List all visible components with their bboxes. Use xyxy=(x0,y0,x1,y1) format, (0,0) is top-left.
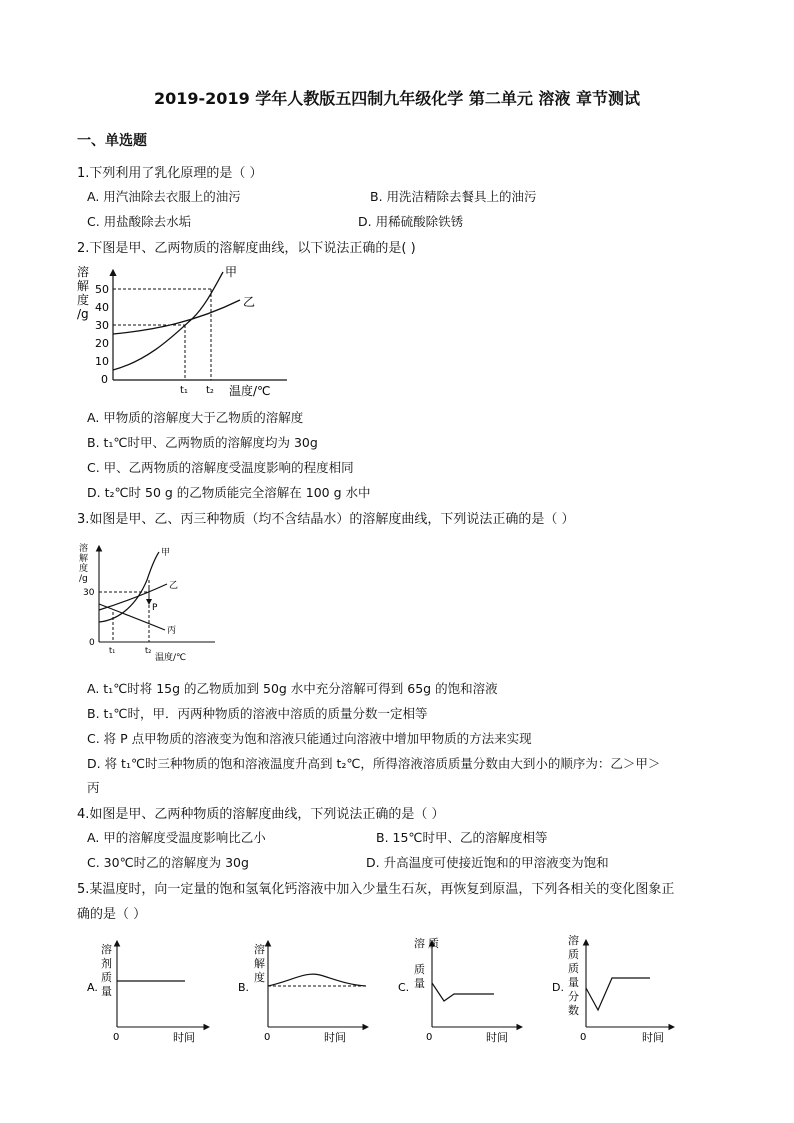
q1-option-d[interactable]: D. 用稀硫酸除铁锈 xyxy=(358,214,464,229)
ylabel-4: 量 xyxy=(414,977,425,990)
ylabel-6: 数 xyxy=(568,1004,579,1017)
ylabel-3: 度 xyxy=(77,293,90,307)
q3-solubility-graph xyxy=(75,540,225,665)
ylabel-5: 分 xyxy=(568,990,579,1003)
curve-label-bing: 丙 xyxy=(167,626,177,636)
xtick-t2: t₂ xyxy=(145,646,152,655)
ylabel-2: 解 xyxy=(79,554,89,564)
origin-label: 0 xyxy=(113,1032,120,1043)
curve-yi xyxy=(113,300,240,334)
xlabel: 时间 xyxy=(642,1031,664,1044)
ylabel-3: 质 xyxy=(414,963,425,976)
ylabel-2: 质 xyxy=(428,937,439,950)
q5-graph-c[interactable] xyxy=(396,935,526,1050)
ylabel-3: 度 xyxy=(254,971,265,984)
q4-option-b[interactable]: B. 15℃时甲、乙的溶解度相等 xyxy=(376,830,548,845)
xtick-t1: t₁ xyxy=(109,646,116,655)
q4-option-a[interactable]: A. 甲的溶解度受温度影响比乙小 xyxy=(87,830,266,845)
ytick-10: 10 xyxy=(95,355,109,368)
ylabel-2: 质 xyxy=(568,948,579,961)
q4-option-c[interactable]: C. 30℃时乙的溶解度为 30g xyxy=(87,855,249,870)
q5-graph-b[interactable] xyxy=(236,935,376,1050)
point-p-label: P xyxy=(152,603,158,613)
ytick-40: 40 xyxy=(95,301,109,314)
q3-option-a[interactable]: A. t₁℃时将 15g 的乙物质加到 50g 水中充分溶解可得到 65g 的饱和溶液 xyxy=(87,681,498,696)
ylabel-1: 溶 xyxy=(568,934,579,947)
ylabel-1: 溶 xyxy=(79,544,89,554)
q2-option-b[interactable]: B. t₁℃时甲、乙两物质的溶解度均为 30g xyxy=(87,435,318,450)
q1-stem: 1.下列利用了乳化原理的是（ ） xyxy=(77,166,263,181)
q1-option-b[interactable]: B. 用洗洁精除去餐具上的油污 xyxy=(370,189,537,204)
ylabel-4: 量 xyxy=(568,976,579,989)
xlabel: 温度/℃ xyxy=(155,653,187,663)
xlabel: 时间 xyxy=(486,1031,508,1044)
q5-stem: 5.某温度时，向一定量的饱和氢氧化钙溶液中加入少量生石灰，再恢复到原温，下列各相关的变化图象正 xyxy=(77,882,675,897)
ylabel-1: 溶 xyxy=(414,937,425,950)
page-title: 2019-2019 学年人教版五四制九年级化学 第二单元 溶液 章节测试 xyxy=(154,89,640,108)
xlabel: 温度/℃ xyxy=(229,384,271,398)
q2-option-d[interactable]: D. t₂℃时 50 g 的乙物质能完全溶解在 100 g 水中 xyxy=(87,485,371,500)
origin-label: 0 xyxy=(580,1032,587,1043)
q3-option-d-continued: 丙 xyxy=(87,780,100,795)
graph-line xyxy=(268,974,366,986)
q1-option-a[interactable]: A. 用汽油除去衣服上的油污 xyxy=(87,189,241,204)
graph-line xyxy=(586,978,650,1010)
xtick-t1: t₁ xyxy=(180,385,188,396)
ylabel-4: /g xyxy=(77,307,89,321)
ytick-20: 20 xyxy=(95,337,109,350)
graph-line xyxy=(432,983,494,1001)
q1-option-c[interactable]: C. 用盐酸除去水垢 xyxy=(87,214,192,229)
curve-jia xyxy=(113,272,223,370)
ylabel-3: 度 xyxy=(79,564,89,574)
ylabel-4: 量 xyxy=(101,985,112,998)
curve-jia xyxy=(99,552,159,622)
option-letter: D. xyxy=(552,981,564,994)
ylabel-1: 溶 xyxy=(77,265,90,279)
q2-option-c[interactable]: C. 甲、乙两物质的溶解度受温度影响的程度相同 xyxy=(87,460,354,475)
ytick-30: 30 xyxy=(95,319,109,332)
xtick-t2: t₂ xyxy=(206,385,214,396)
curve-label-jia: 甲 xyxy=(161,548,171,558)
ylabel-1: 溶 xyxy=(254,943,265,956)
option-letter: B. xyxy=(238,981,250,994)
curve-label-jia: 甲 xyxy=(225,265,238,279)
q5-graph-a[interactable] xyxy=(85,935,215,1050)
q3-stem: 3.如图是甲、乙、丙三种物质（均不含结晶水）的溶解度曲线，下列说法正确的是（ ） xyxy=(77,512,575,527)
ylabel-3: 质 xyxy=(101,971,112,984)
q5-stem-continued: 确的是（ ） xyxy=(77,907,147,922)
ylabel-1: 溶 xyxy=(101,943,112,956)
curve-label-yi: 乙 xyxy=(243,295,256,309)
section-heading: 一、单选题 xyxy=(77,133,147,149)
q2-solubility-graph xyxy=(75,262,295,402)
option-letter: C. xyxy=(398,981,410,994)
origin-label: 0 xyxy=(426,1032,433,1043)
q4-stem: 4.如图是甲、乙两种物质的溶解度曲线，下列说法正确的是（ ） xyxy=(77,807,445,822)
ytick-50: 50 xyxy=(95,283,109,296)
q3-option-d[interactable]: D. 将 t₁℃时三种物质的饱和溶液温度升高到 t₂℃，所得溶液溶质质量分数由大到小的顺序为：乙＞甲＞ xyxy=(87,756,661,771)
ytick-0: 0 xyxy=(101,373,108,386)
ylabel-2: 解 xyxy=(77,279,90,293)
q3-option-c[interactable]: C. 将 P 点甲物质的溶液变为饱和溶液只能通过向溶液中增加甲物质的方法来实现 xyxy=(87,731,532,746)
origin-label: 0 xyxy=(264,1032,271,1043)
option-letter: A. xyxy=(87,981,98,994)
q5-graph-d[interactable] xyxy=(550,930,680,1050)
q2-stem: 2.下图是甲、乙两物质的溶解度曲线，以下说法正确的是( ) xyxy=(77,241,416,256)
curve-label-yi: 乙 xyxy=(169,581,179,591)
ylabel-2: 解 xyxy=(254,957,265,970)
ylabel-3: 质 xyxy=(568,962,579,975)
ytick-0: 0 xyxy=(89,638,95,648)
ytick-30: 30 xyxy=(83,588,95,598)
xlabel: 时间 xyxy=(173,1031,195,1044)
ylabel-4: /g xyxy=(79,574,88,584)
q4-option-d[interactable]: D. 升高温度可使接近饱和的甲溶液变为饱和 xyxy=(366,855,609,870)
q2-option-a[interactable]: A. 甲物质的溶解度大于乙物质的溶解度 xyxy=(87,410,304,425)
ylabel-2: 剂 xyxy=(101,957,112,970)
q3-option-b[interactable]: B. t₁℃时，甲．丙两种物质的溶液中溶质的质量分数一定相等 xyxy=(87,706,428,721)
xlabel: 时间 xyxy=(324,1031,346,1044)
